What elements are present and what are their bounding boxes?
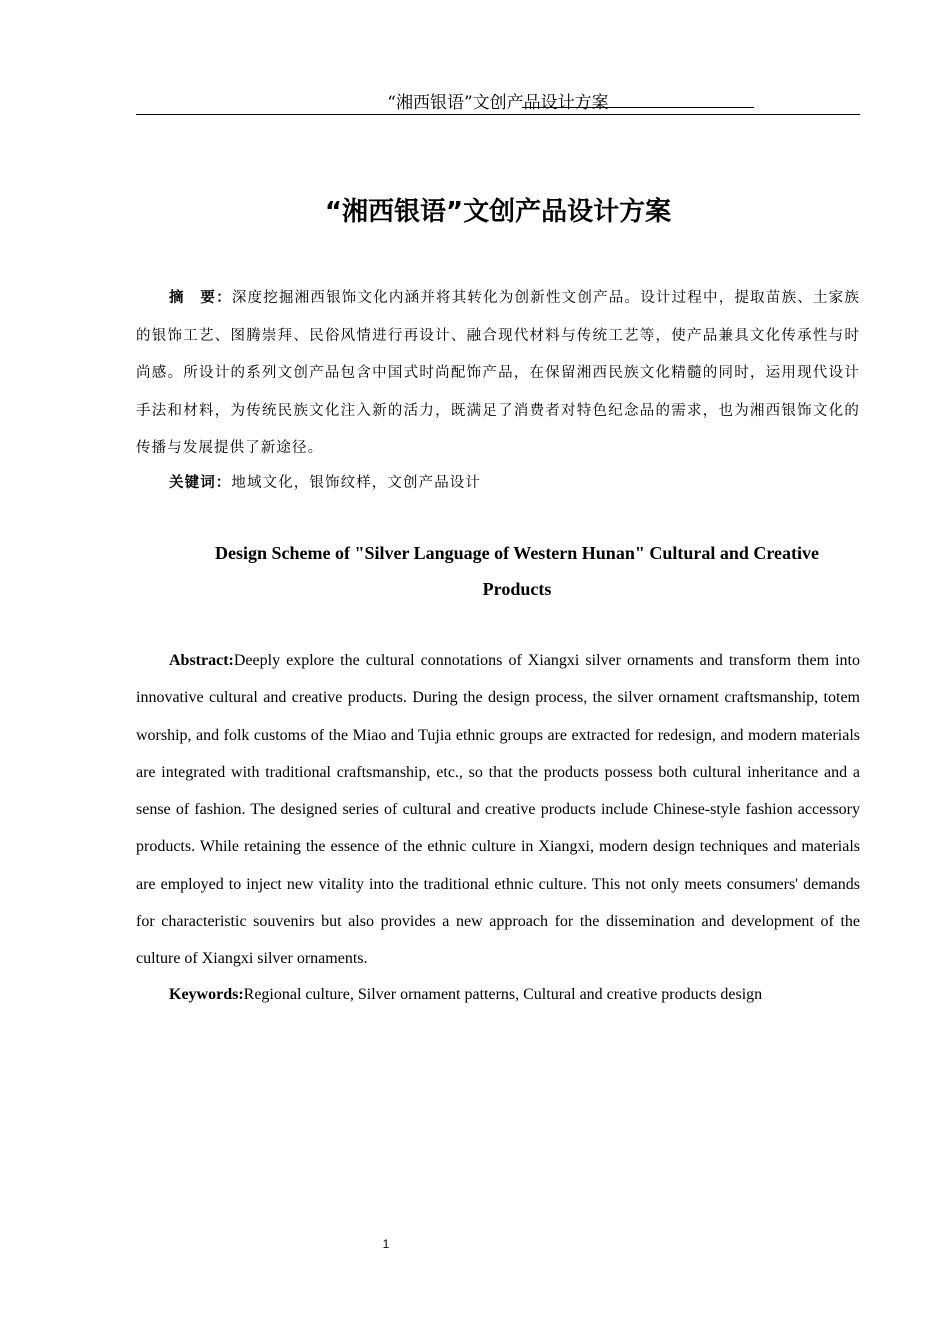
abstract-cn-label: 摘 要：: [169, 290, 232, 306]
header-underline: [522, 107, 754, 108]
keywords-cn-text: 地域文化，银饰纹样，文创产品设计: [231, 475, 482, 491]
keywords-cn-label: 关键词：: [169, 475, 232, 491]
abstract-en-text: Deeply explore the cultural connotations of Xiangxi silver ornaments and transform them into innovative cultural and creative products. During the design process, the silver ornament craftsmanship, totem worship, and folk customs of the Miao and Tujia ethnic groups are extracted for redesign, and modern materials are integrated with traditional craftsmanship, etc., so that the products possess both cultural inheritance and a sense of fashion. The designed series of cultural and creative products include Chinese-style fashion accessory products. While retaining the essence of the ethnic culture in Xiangxi, modern design techniques and materials are employed to inject new vitality into the traditional ethnic culture. This not only meets consumers' demands for characteristic souvenirs but also provides a new approach for the dissemination and development of the culture of Xiangxi silver ornaments.: [136, 652, 860, 968]
abstract-cn: [136, 280, 860, 468]
page-number: 1: [382, 1237, 390, 1251]
abstract-en-label: Abstract:: [169, 652, 234, 669]
paper-title-en: Design Scheme of "Silver Language of Western Hunan" Cultural and Creative Products: [214, 543, 819, 599]
keywords-en-label: Keywords:: [169, 986, 244, 1003]
keywords-cn: [136, 465, 860, 503]
keywords-en-text: Regional culture, Silver ornament patterns, Cultural and creative products design: [243, 986, 763, 1003]
keywords-en: [136, 976, 860, 1013]
running-header-title: “湘西银语”文创产品设计方案: [387, 93, 609, 113]
abstract-cn-text: 深度挖掘湘西银饰文化内涵并将其转化为创新性文创产品。设计过程中，提取苗族、土家族的银饰工艺、图腾崇拜、民俗风情进行再设计、融合现代材料与传统工艺等，使产品兼具文化传承性与时尚感。所设计的系列文创产品包含中国式时尚配饰产品，在保留湘西民族文化精髓的同时，运用现代设计手法和材料，为传统民族文化注入新的活力，既满足了消费者对特色纪念品的需求，也为湘西银饰文化的传播与发展提供了新途径。: [136, 290, 860, 456]
abstract-en: [136, 642, 860, 978]
paper-title-cn: “湘西银语”文创产品设计方案: [324, 197, 672, 227]
running-header: [136, 92, 860, 115]
